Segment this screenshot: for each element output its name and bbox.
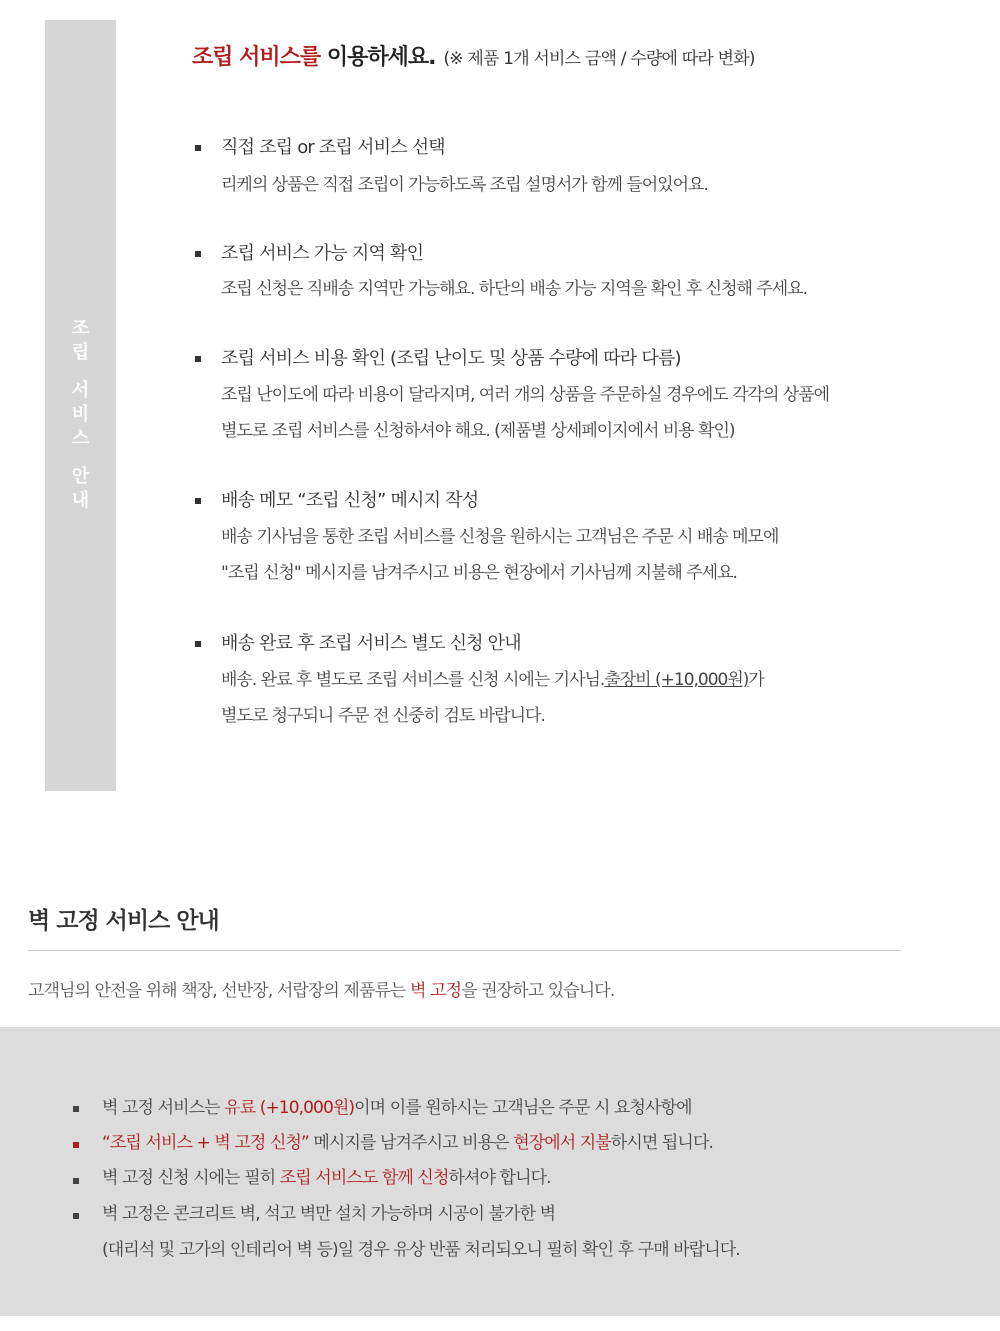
heading-text: 이용하세요.: [320, 45, 436, 70]
side-tab-char: 스: [71, 428, 90, 449]
divider: [28, 950, 901, 951]
section-description: 고객님의 안전을 위해 책장, 선반장, 서랍장의 제품류는 벽 고정을 권장하고 있습니다.: [28, 981, 615, 1001]
side-tab-char: 서: [71, 380, 90, 401]
step-text: 별도로 조립 서비스를 신청하셔야 해요. (제품별 상세페이지에서 비용 확인): [221, 421, 735, 441]
side-tab-label: [45, 317, 116, 513]
side-tab-char: 립: [71, 342, 90, 363]
side-tab-char: 조: [71, 318, 90, 339]
bullet-icon: [73, 1178, 79, 1184]
notice-item: 벽 고정 신청 시에는 필히 조립 서비스도 함께 신청하셔야 합니다.: [102, 1168, 551, 1188]
step-text: 조립 신청은 직배송 지역만 가능해요. 하단의 배송 가능 지역을 확인 후 신청해 주세요.: [221, 279, 808, 299]
side-tab-char: 비: [71, 404, 90, 425]
section-title: 벽 고정 서비스 안내: [28, 908, 219, 934]
step-title: 조립 서비스 비용 확인 (조립 난이도 및 상품 수량에 따라 다름): [221, 348, 681, 369]
step-title: 배송 메모 “조립 신청” 메시지 작성: [221, 490, 479, 511]
step-title: 직접 조립 or 조립 서비스 선택: [221, 137, 445, 158]
bullet-icon: [195, 356, 201, 362]
step-text: 리케의 상품은 직접 조립이 가능하도록 조립 설명서가 함께 들어있어요.: [221, 175, 708, 195]
step-title: 배송 완료 후 조립 서비스 별도 신청 안내: [221, 633, 521, 654]
notice-item: 벽 고정은 콘크리트 벽, 석고 벽만 설치 가능하며 시공이 불가한 벽: [102, 1204, 556, 1224]
heading-highlight: 조립 서비스를: [192, 45, 321, 70]
step-text: "조립 신청" 메시지를 남겨주시고 비용은 현장에서 기사님께 지불해 주세요.: [221, 563, 737, 583]
step-text: 조립 난이도에 따라 비용이 달라지며, 여러 개의 상품을 주문하실 경우에도 각각의 상품에: [221, 385, 830, 405]
step-text: 배송 기사님을 통한 조립 서비스를 신청을 원하시는 고객님은 주문 시 배송 메모에: [221, 527, 779, 547]
bullet-icon: [195, 498, 201, 504]
bullet-icon: [73, 1213, 79, 1219]
highlight-text: 벽 고정: [410, 981, 462, 1001]
step-text: 별도로 청구되니 주문 전 신중히 검토 바랍니다.: [221, 706, 545, 726]
side-tab-char: 안: [71, 466, 90, 487]
bullet-icon: [73, 1106, 79, 1112]
page-heading: [192, 40, 755, 71]
bullet-icon: [195, 641, 201, 647]
notice-box: [0, 1027, 1000, 1316]
notice-item: “조립 서비스 + 벽 고정 신청” 메시지를 남겨주시고 비용은 현장에서 지불하시면 됩니다.: [102, 1133, 713, 1153]
side-tab: [45, 20, 116, 791]
side-tab-char: 내: [71, 490, 90, 511]
step-text: 배송. 완료 후 별도로 조립 서비스를 신청 시에는 기사님.출장비 (+10,000원)가: [221, 670, 764, 690]
notice-item: (대리석 및 고가의 인테리어 벽 등)일 경우 유상 반품 처리되오니 필히 확인 후 구매 바랍니다.: [102, 1240, 740, 1260]
notice-item: 벽 고정 서비스는 유료 (+10,000원)이며 이를 원하시는 고객님은 주문 시 요청사항에: [102, 1098, 692, 1118]
bullet-icon: [195, 145, 201, 151]
travel-fee-text: 출장비 (+10,000원): [604, 670, 749, 690]
bullet-icon: [195, 251, 201, 257]
heading-note: (※ 제품 1개 서비스 금액 / 수량에 따라 변화): [443, 49, 755, 69]
bullet-icon: [73, 1142, 79, 1148]
step-title: 조립 서비스 가능 지역 확인: [221, 243, 424, 264]
